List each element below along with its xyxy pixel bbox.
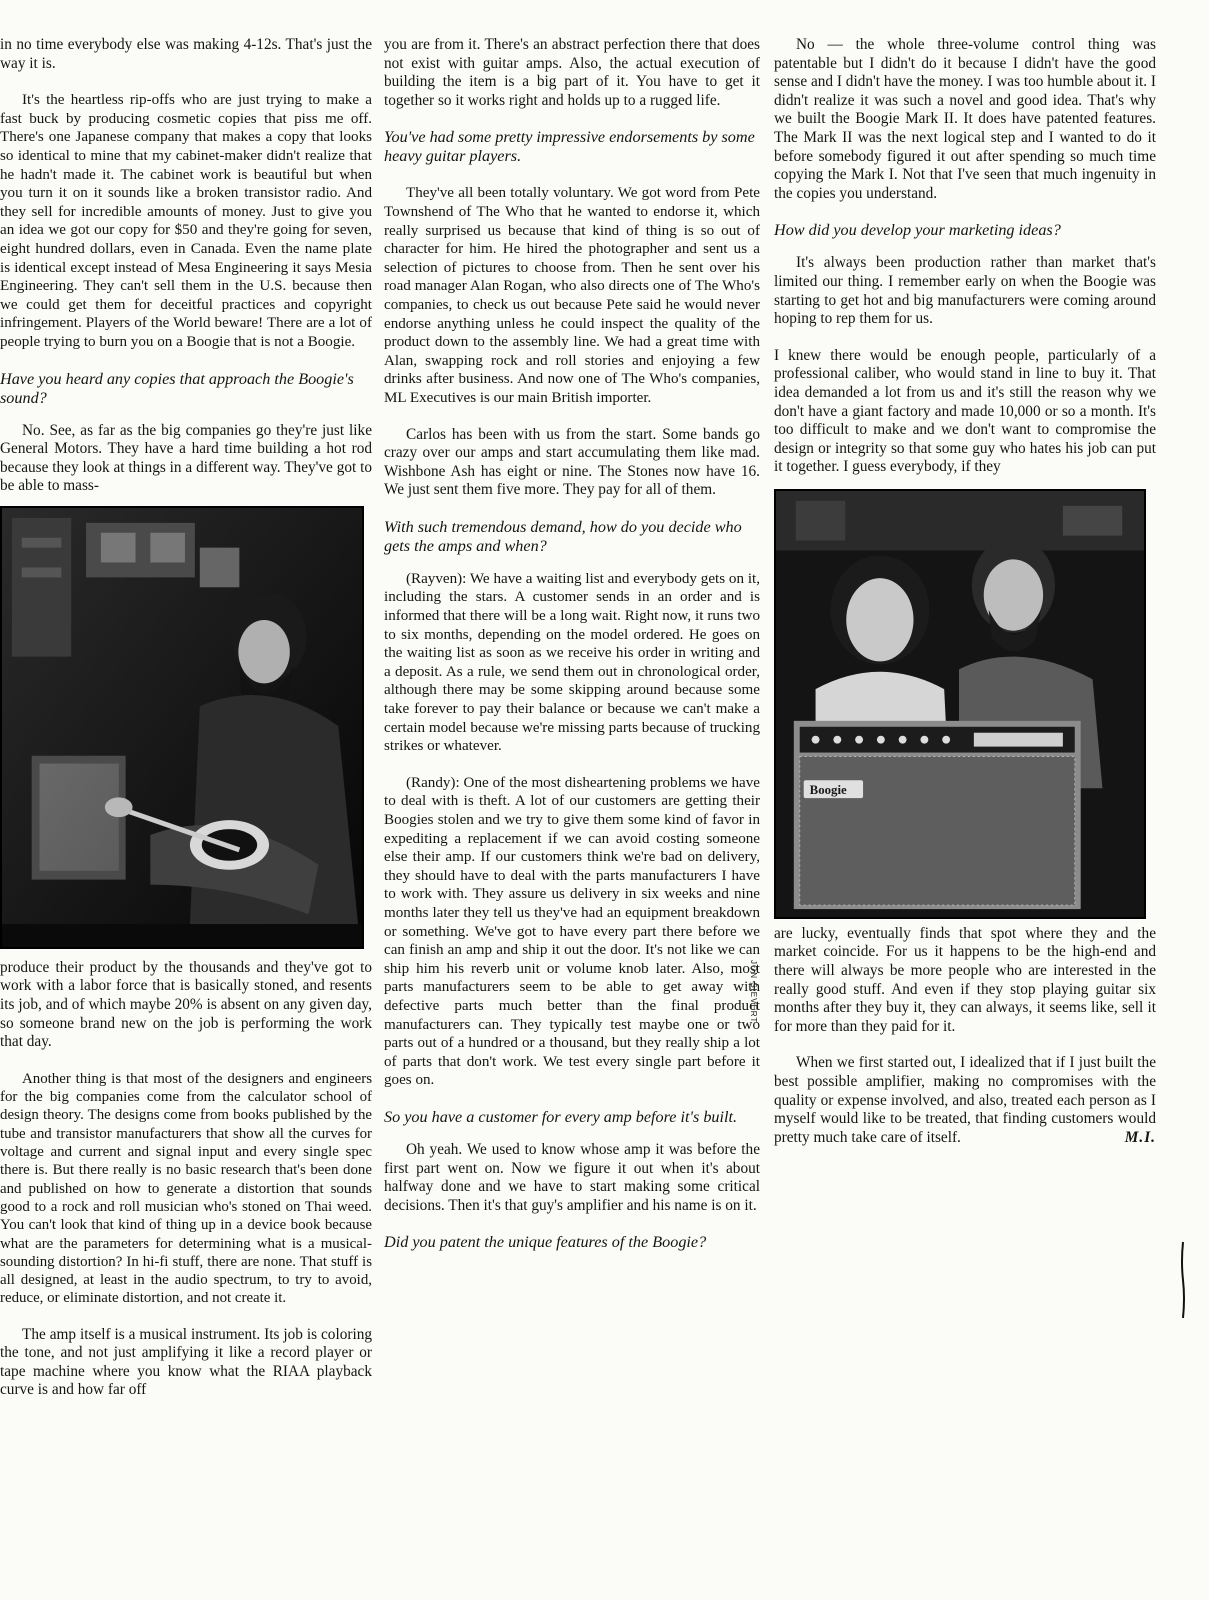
col2-question-2: With such tremendous demand, how do you decide who gets the amps and when?	[384, 517, 742, 555]
author-signature: M.I.	[1124, 1128, 1156, 1146]
column-2	[384, 36, 760, 1252]
column-1	[0, 36, 372, 1400]
col1-para-1: in no time everybody else was making 4-12s. That's just the way it is.	[0, 36, 372, 72]
col2-para-3: Carlos has been with us from the start. Some bands go crazy over our amps and start accumulating them like mad. Wishbone Ash has eight or nine. The Stones now have 16. We just sent them five more. They pay for all of them.	[384, 425, 760, 499]
photo-guitarist	[0, 506, 364, 949]
col3-para-5-text: When we first started out, I idealized that if I just built the best possible amplifier, making no compromises with the quality or expense involved, and also, treated each person as I myself would like to be treated, that finding customers would pretty much take care of itself.	[774, 1054, 1156, 1146]
col1-para-3: No. See, as far as the big companies go they're just like General Motors. They have a hard time building a hot rod because they look at things in a different way. They've got to be able to mass-	[0, 421, 372, 495]
col2-para-4: (Rayven): We have a waiting list and everybody gets on it, including the stars. A customer sends in an order and is informed that there will be a long wait. Right now, it runs two to six months, depending on the model ordered. He goes on the waiting list as soon as we receive his order in writing and a deposit. As a rule, we send them out in chronological order, although there may be some skipping around because some take forever to pay their balance or because we can't make a certain model because we're missing parts because of trucking strikes or whatever.	[384, 570, 760, 755]
col3-para-5	[774, 1054, 1156, 1147]
col3-para-1: No — the whole three-volume control thing was patentable but I didn't do it because I didn't have the good sense and I didn't have the money. I was too humble about it. I didn't realize it was such a novel and good idea. That's why we built the Boogie Mark II. It does have patented features. The Mark II was the next logical step and I wanted to do it before somebody figured it out after spending so much time copying the Mark I. Not that I've seen that much ingenuity in the copies you understand.	[774, 36, 1156, 202]
col2-para-1: you are from it. There's an abstract perfection there that does not exist with guitar amps. Also, the actual execution of building the item is a big part of it. You have to get it together so it works right and holds up to a rugged life.	[384, 36, 760, 109]
col1-question-1: Have you heard any copies that approach the Boogie's sound?	[0, 369, 354, 407]
col2-question-3: So you have a customer for every amp before it's built.	[384, 1107, 738, 1126]
col2-question-1: You've had some pretty impressive endorsements by some heavy guitar players.	[384, 128, 755, 166]
col3-para-3: I knew there would be enough people, particularly of a professional caliber, who would stand in line to buy it. That idea demanded a lot from us and it's still the reason why we don't have a giant factory and made 10,000 or so a month. It's too difficult to make and we don't want to compromise the design or integrity so that some guy who hates his job can put it together. I guess everybody, if they	[774, 346, 1156, 476]
guitarist-photo-image	[2, 508, 362, 947]
amp-badge-text: Boogie	[809, 783, 847, 798]
col1-para-6: The amp itself is a musical instrument. Its job is coloring the tone, and not just amplifying it like a record player or tape machine where you know what the RIAA playback curve is and how far off	[0, 1325, 372, 1399]
col2-para-2: They've all been totally voluntary. We got word from Pete Townshend of The Who that he wanted to endorse it, which really surprised us because that kind of thing is so out of character for him. He hired the photographer and sent us a selection of pictures to choose from. Then he sent over his road manager Alan Rogan, who also directs one of The Who's companies, to check us out because Pete said he would never endorse anything unless he could inspect the quality of the product down to the assembly line. We had a great time with Alan, swapping rock and roll stories and enjoying a few drinks after business. And now one of The Who's companies, ML Executives is our main British importer.	[384, 185, 760, 406]
col3-para-4: are lucky, eventually finds that spot where they and the market coincide. For us it happens to be the high-end and there will always be more people who are interested in the really good stuff. And even if they stop playing guitar six months after they buy it, they can always, it seems like, sell it for more than they paid for it.	[774, 924, 1156, 1035]
col2-question-4: Did you patent the unique features of the Boogie?	[384, 1233, 707, 1252]
col1-para-2: It's the heartless rip-offs who are just trying to make a fast buck by producing cosmetic copies that piss me off. There's one Japanese company that makes a copy that looks so identical to mine that my cabinet-maker didn't realize that he hadn't made it. The cabinet work is beautiful but when you turn it on it sounds like a broken transistor radio. And they sell for incredible amounts of money. Just to give you an idea we got our copy for $50 and they're going for seven, eight hundred dollars, even in Canada. Even the name plate is identical except instead of Mesa Engineering it says Mesia Engineering. They can't sell them in the U.S. because then we could get them for deceitful practices and copyright infringement. Players of the World beware! There are a lot of people trying to burn you on a Boogie that is not a Boogie.	[0, 92, 372, 350]
col2-para-6: Oh yeah. We used to know whose amp it was before the first part went on. Now we figure it out when it's about halfway done and we have to start making some critical decisions. Then it's that guy's amplifier and his name is on it.	[384, 1140, 760, 1214]
margin-mark	[1181, 1242, 1185, 1318]
col3-para-2: It's always been production rather than market that's limited our thing. I remember early on when the Boogie was starting to get hot and big manufacturers were coming around hoping to rep them for us.	[774, 254, 1156, 328]
photo-couple-with-amp	[774, 489, 1146, 919]
column-3	[774, 36, 1156, 1147]
photo-credit: JON SIEVERT	[749, 960, 758, 1024]
col2-para-5: (Randy): One of the most disheartening problems we have to deal with is theft. A lot of our customers are getting their Boogies stolen and we try to give them some kind of favor in expediting a replacement if we can avoid costing someone else their amp. If our customers think we're bad on delivery, they should have to deal with the parts manufacturers I have to work with. They assure us delivery in six weeks and nine months later they tell us they've had an equipment breakdown or something. We've got to have every part there before we can finish an amp and ship it out the door. It's not like we can ship him his reverb unit or volume knob later. Also, most parts manufacturers seem to be able to get away with defective parts much better than the final product manufacturers can. They typically test maybe one or two parts out of a hundred or a thousand, but they really ship a lot of parts that don't work. We test every single part before it goes on.	[384, 774, 760, 1089]
col3-question-1: How did you develop your marketing ideas?	[774, 221, 1061, 240]
col1-para-5: Another thing is that most of the designers and engineers for the big companies come from the calculator school of design theory. The designs come from books published by the tube and transistor manufacturers that show all the curves for voltage and current and signal input and every single spec there is. But there really is no basic research that's been done and published on how to generate a distortion that sounds good to a rock and roll musician who's stoned on Thai weed. You can't look that kind of thing up in a device book because what are the parameters for determining what is a musical-sounding distortion? In hi-fi stuff, there are none. That stuff is all designed, at least in the audio spectrum, to try to avoid, reduce, or eliminate distortion, and not create it.	[0, 1070, 372, 1307]
col1-para-4: produce their product by the thousands and they've got to work with a labor force that is basically stoned, and resents its job, and of which maybe 20% is absent on any given day, so someone brand new on the job is performing the work that day.	[0, 958, 372, 1051]
couple-amp-photo-image	[776, 491, 1144, 917]
